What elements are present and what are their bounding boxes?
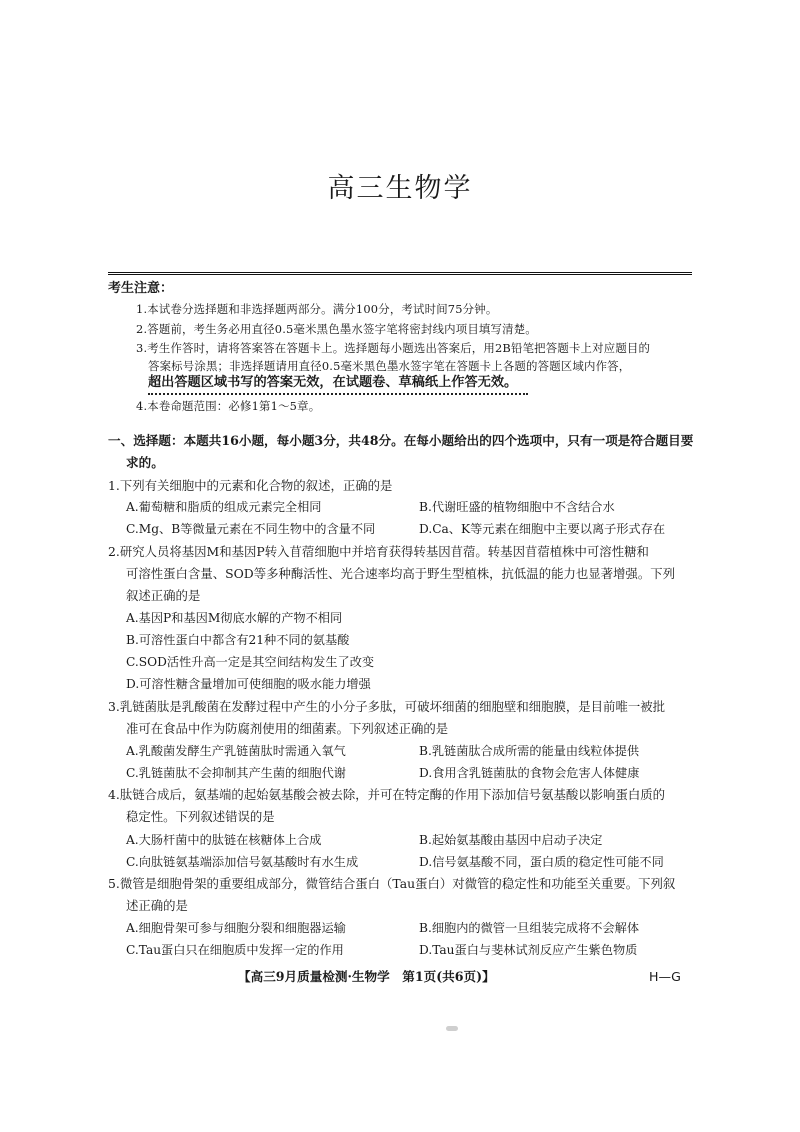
- question-stem: 1.下列有关细胞中的元素和化合物的叙述，正确的是: [108, 478, 393, 493]
- notice-line-3a: 3.考生作答时，请将答案答在答题卡上。选择题每小题选出答案后，用2B铅笔把答题卡上对应题目的: [136, 341, 651, 355]
- page-footer: 【高三9月质量检测·生物学 第1页(共6页)】: [238, 969, 495, 984]
- option-b: B.起始氨基酸由基因中启动子决定: [419, 833, 603, 847]
- question-stem: 2.研究人员将基因M和基因P转入苜蓿细胞中并培育获得转基因苜蓿。转基因苜蓿植株中可溶性糖和: [108, 544, 649, 559]
- option-a: A.葡萄糖和脂质的组成元素完全相同: [126, 500, 322, 514]
- question-stem: 3.乳链菌肽是乳酸菌在发酵过程中产生的小分子多肽，可破坏细菌的细胞壁和细胞膜，是目前唯一被批: [108, 699, 666, 714]
- option-d: D.信号氨基酸不同，蛋白质的稳定性可能不同: [419, 855, 664, 869]
- paper-code: H—G: [649, 969, 681, 984]
- option-a: A.细胞骨架可参与细胞分裂和细胞器运输: [126, 921, 346, 935]
- notice-line-2: 2.答题前，考生务必用直径0.5毫米黑色墨水签字笔将密封线内项目填写清楚。: [136, 322, 537, 336]
- option-a: A.基因P和基因M彻底水解的产物不相同: [126, 611, 343, 625]
- question-stem: 述正确的是: [126, 898, 188, 913]
- option-c: C.SOD活性升高一定是其空间结构发生了改变: [126, 655, 375, 669]
- notice-heading: 考生注意：: [108, 281, 174, 296]
- question-stem: 5.微管是细胞骨架的重要组成部分，微管结合蛋白（Tau蛋白）对微管的稳定性和功能至关重要。下列叙: [108, 876, 676, 891]
- question-stem: 4.肽链合成后，氨基端的起始氨基酸会被去除，并可在特定酶的作用下添加信号氨基酸以影响蛋白质的: [108, 787, 666, 802]
- scan-speck: [446, 1026, 458, 1031]
- section-line-1: 一、选择题：本题共16小题，每小题3分，共48分。在每小题给出的四个选项中，只有一项是符合题目要: [108, 433, 694, 448]
- option-d: D.Ca、K等元素在细胞中主要以离子形式存在: [419, 522, 666, 536]
- option-c: C.向肽链氨基端添加信号氨基酸时有水生成: [126, 855, 359, 869]
- question-stem: 稳定性。下列叙述错误的是: [126, 809, 275, 824]
- option-b: B.可溶性蛋白中都含有21种不同的氨基酸: [126, 633, 350, 647]
- question-stem: 准可在食品中作为防腐剂使用的细菌素。下列叙述正确的是: [126, 721, 449, 736]
- emphasis-dots: [148, 393, 528, 395]
- option-d: D.可溶性糖含量增加可使细胞的吸水能力增强: [126, 677, 371, 691]
- notice-line-3c: 超出答题区域书写的答案无效，在试题卷、草稿纸上作答无效。: [148, 375, 518, 390]
- notice-line-4: 4.本卷命题范围：必修1第1～5章。: [136, 399, 321, 413]
- question-stem: 可溶性蛋白含量、SOD等多种酶活性、光合速率均高于野生型植株，抗低温的能力也显著增强。下列: [126, 566, 675, 581]
- question-stem: 叙述正确的是: [126, 588, 201, 603]
- option-c: C.乳链菌肽不会抑制其产生菌的细胞代谢: [126, 766, 346, 780]
- page-title: 高三生物学: [327, 173, 473, 204]
- option-a: A.大肠杆菌中的肽链在核糖体上合成: [126, 833, 322, 847]
- header-rule: [108, 272, 692, 275]
- option-d: D.Tau蛋白与斐林试剂反应产生紫色物质: [419, 943, 638, 957]
- notice-line-1: 1.本试卷分选择题和非选择题两部分。满分100分，考试时间75分钟。: [136, 302, 498, 316]
- option-b: B.代谢旺盛的植物细胞中不含结合水: [419, 500, 615, 514]
- section-line-2: 求的。: [126, 455, 164, 470]
- option-b: B.乳链菌肽合成所需的能量由线粒体提供: [419, 744, 640, 758]
- option-d: D.食用含乳链菌肽的食物会危害人体健康: [419, 766, 640, 780]
- option-c: C.Mg、B等微量元素在不同生物中的含量不同: [126, 522, 376, 536]
- option-c: C.Tau蛋白只在细胞质中发挥一定的作用: [126, 943, 344, 957]
- option-b: B.细胞内的微管一旦组装完成将不会解体: [419, 921, 640, 935]
- notice-line-3b: 答案标号涂黑；非选择题请用直径0.5毫米黑色墨水签字笔在答题卡上各题的答题区域内作答，: [148, 359, 631, 373]
- option-a: A.乳酸菌发酵生产乳链菌肽时需通入氧气: [126, 744, 346, 758]
